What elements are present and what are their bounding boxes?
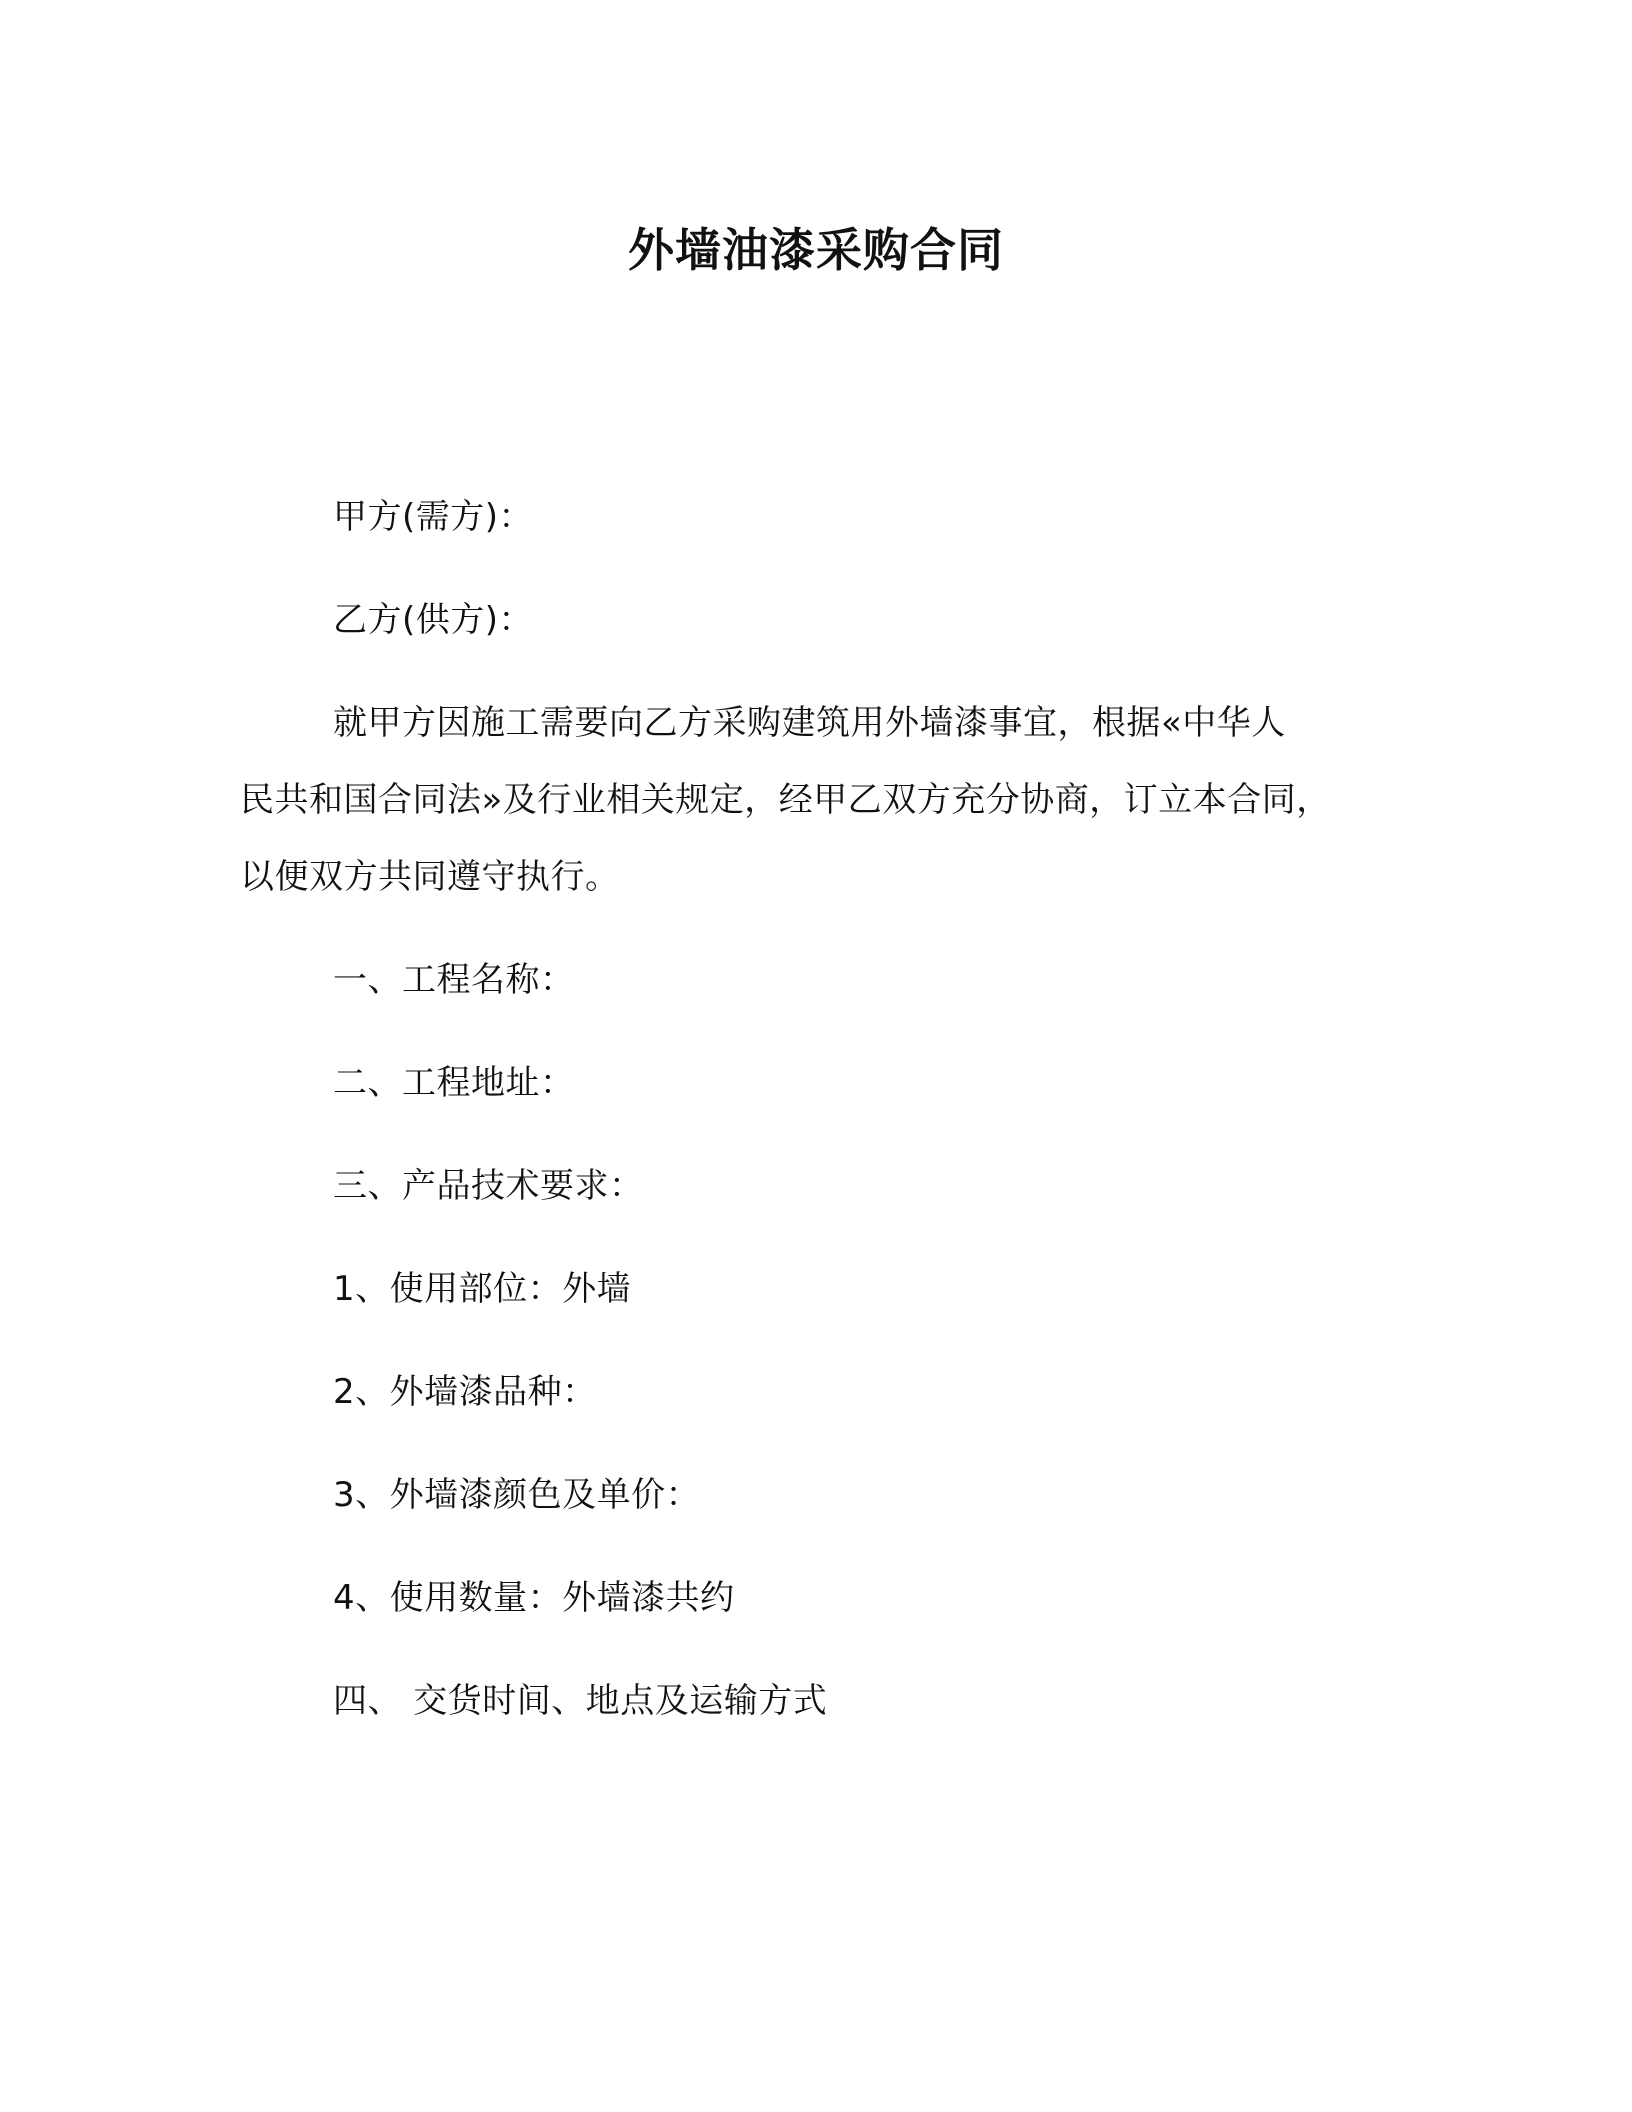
section-project-name: 一、工程名称： [333, 960, 575, 1000]
item-quantity: 4、使用数量：外墙漆共约 [333, 1578, 735, 1618]
section-project-address: 二、工程地址： [333, 1063, 575, 1103]
section-delivery: 四、 交货时间、地点及运输方式 [333, 1681, 828, 1721]
intro-line-2: 民共和国合同法»及行业相关规定，经甲乙双方充分协商，订立本合同， [240, 780, 1331, 820]
intro-line-3: 以便双方共同遵守执行。 [240, 857, 620, 897]
item-paint-type: 2、外墙漆品种： [333, 1372, 597, 1412]
item-usage-location: 1、使用部位：外墙 [333, 1269, 632, 1309]
party-b-line: 乙方(供方)： [333, 600, 534, 640]
section-tech-requirements: 三、产品技术要求： [333, 1166, 644, 1206]
item-paint-color-price: 3、外墙漆颜色及单价： [333, 1475, 701, 1515]
party-a-line: 甲方(需方)： [333, 497, 534, 537]
intro-line-1: 就甲方因施工需要向乙方采购建筑用外墙漆事宜，根据«中华人 [333, 703, 1286, 743]
document-title: 外墙油漆采购合同 [628, 223, 1004, 277]
